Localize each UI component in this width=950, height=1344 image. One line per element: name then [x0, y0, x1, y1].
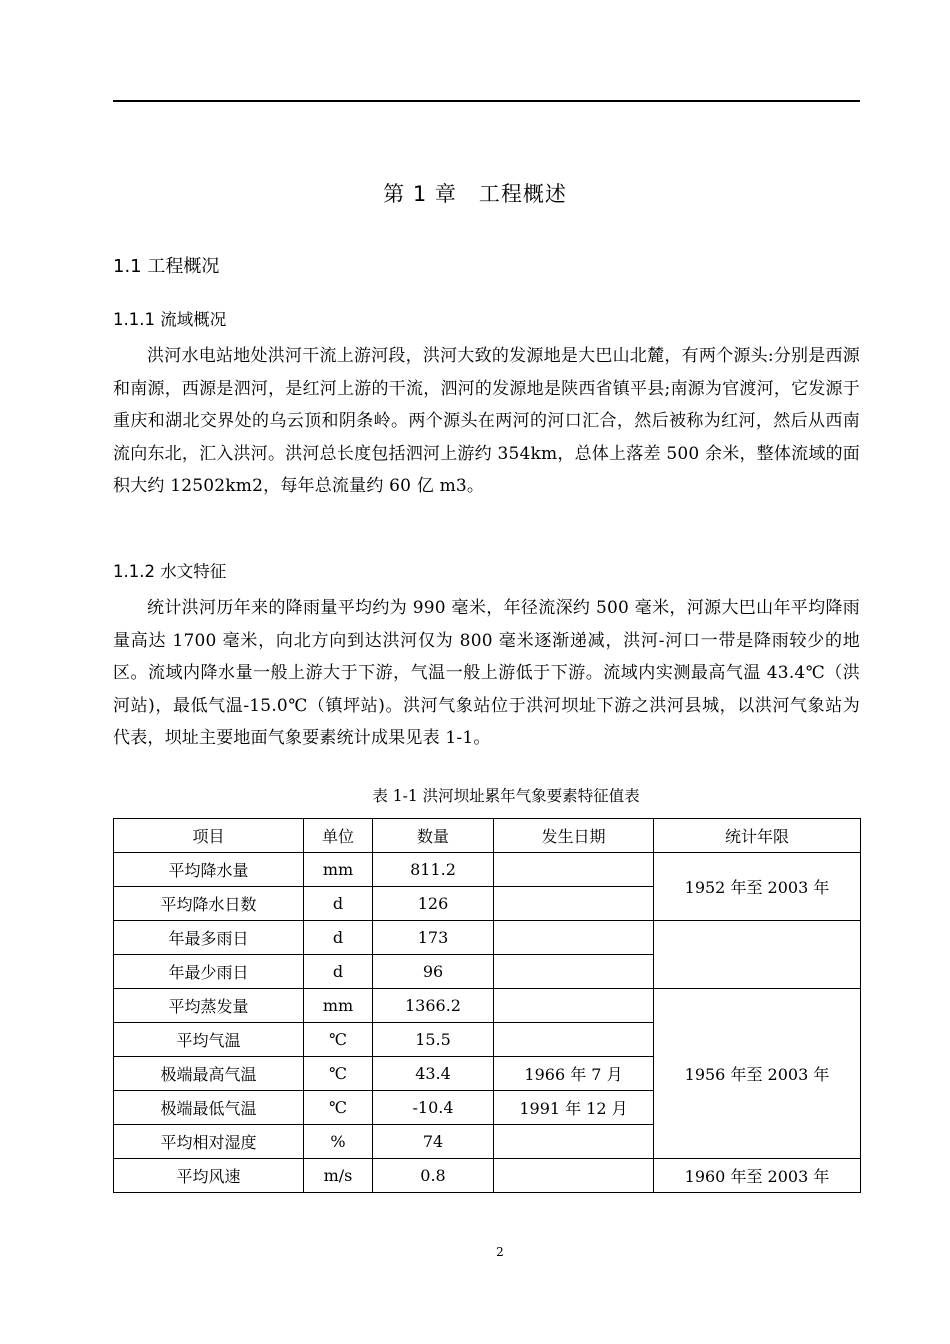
cell-item: 年最少雨日	[114, 955, 304, 989]
header-value: 数量	[373, 819, 494, 853]
cell-period: 1952 年至 2003 年	[654, 853, 861, 921]
subsection-title-basin: 1.1.1 流域概况	[113, 310, 227, 329]
header-period: 统计年限	[654, 819, 861, 853]
cell-unit: ℃	[304, 1091, 373, 1125]
paragraph-basin: 洪河水电站地处洪河干流上游河段，洪河大致的发源地是大巴山北麓，有两个源头:分别是西源和南源，西源是泗河，是红河上游的干流，泗河的发源地是陕西省镇平县;南源为官渡河，它发源于重庆和湖北交界处的乌云顶和阴条岭。两个源头在两河的河口汇合，然后被称为红河，然后从西南流向东北，汇入洪河。洪河总长度包括泗河上游约 354km，总体上落差 500 余米，整体流域的面积大约 12502km2，每年总流量约 60 亿 m3。	[113, 346, 860, 497]
table-row	[114, 921, 861, 955]
cell-value: 0.8	[373, 1159, 494, 1193]
cell-item: 平均风速	[114, 1159, 304, 1193]
header-item: 项目	[114, 819, 304, 853]
table-row	[114, 1159, 861, 1193]
section-title: 1.1 工程概况	[113, 256, 220, 277]
cell-date: 1991 年 12 月	[494, 1091, 654, 1125]
cell-unit: d	[304, 921, 373, 955]
cell-item: 平均气温	[114, 1023, 304, 1057]
table-row	[114, 853, 861, 887]
cell-value: 1366.2	[373, 989, 494, 1023]
cell-value: 811.2	[373, 853, 494, 887]
cell-period: 1960 年至 2003 年	[654, 1159, 861, 1193]
cell-date	[494, 1159, 654, 1193]
table-row	[114, 989, 861, 1023]
cell-date	[494, 887, 654, 921]
header-unit: 单位	[304, 819, 373, 853]
paragraph-hydrology: 统计洪河历年来的降雨量平均约为 990 毫米，年径流深约 500 毫米，河源大巴山年平均降雨量高达 1700 毫米，向北方向到达洪河仅为 800 毫米逐渐递减，洪河-河口一带是降雨较少的地区。流域内降水量一般上游大于下游，气温一般上游低于下游。流域内实测最高气温 43.4℃（洪河站)，最低气温-15.0℃（镇坪站)。洪河气象站位于洪河坝址下游之洪河县城，以洪河气象站为代表，坝址主要地面气象要素统计成果见表 1-1。	[113, 598, 860, 749]
cell-unit: %	[304, 1125, 373, 1159]
meteorology-table	[113, 818, 861, 1193]
cell-unit: mm	[304, 853, 373, 887]
cell-value: 74	[373, 1125, 494, 1159]
chapter-title: 第 1 章 工程概述	[383, 182, 567, 206]
table-caption: 表 1-1 洪河坝址累年气象要素特征值表	[372, 787, 640, 805]
cell-date	[494, 1023, 654, 1057]
cell-item: 极端最低气温	[114, 1091, 304, 1125]
header-rule	[113, 100, 860, 102]
cell-item: 极端最高气温	[114, 1057, 304, 1091]
cell-period	[654, 921, 861, 989]
cell-value: 96	[373, 955, 494, 989]
cell-date	[494, 989, 654, 1023]
cell-item: 平均降水量	[114, 853, 304, 887]
page-number: 2	[496, 1245, 504, 1259]
cell-date	[494, 955, 654, 989]
cell-unit: m/s	[304, 1159, 373, 1193]
cell-unit: d	[304, 955, 373, 989]
subsection-title-hydrology: 1.1.2 水文特征	[113, 562, 227, 581]
cell-period: 1956 年至 2003 年	[654, 989, 861, 1159]
cell-unit: ℃	[304, 1057, 373, 1091]
cell-unit: mm	[304, 989, 373, 1023]
cell-unit: d	[304, 887, 373, 921]
cell-item: 年最多雨日	[114, 921, 304, 955]
cell-value: 15.5	[373, 1023, 494, 1057]
cell-date	[494, 1125, 654, 1159]
cell-date	[494, 853, 654, 887]
cell-value: 43.4	[373, 1057, 494, 1091]
cell-date	[494, 921, 654, 955]
cell-value: 126	[373, 887, 494, 921]
cell-value: 173	[373, 921, 494, 955]
header-date: 发生日期	[494, 819, 654, 853]
cell-date: 1966 年 7 月	[494, 1057, 654, 1091]
cell-item: 平均相对湿度	[114, 1125, 304, 1159]
cell-unit: ℃	[304, 1023, 373, 1057]
table-header-row	[114, 819, 861, 853]
cell-value: -10.4	[373, 1091, 494, 1125]
cell-item: 平均降水日数	[114, 887, 304, 921]
cell-item: 平均蒸发量	[114, 989, 304, 1023]
